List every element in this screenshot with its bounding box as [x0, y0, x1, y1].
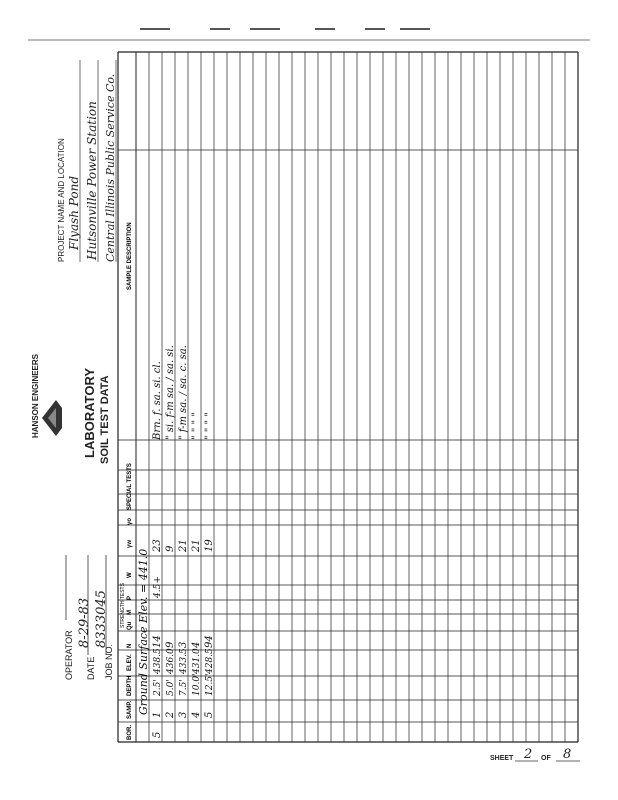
cell-w: 9 [165, 545, 176, 552]
project-label: PROJECT NAME AND LOCATION [57, 138, 66, 262]
sample-description-header: SAMPLE DESCRIPTION [127, 222, 133, 290]
cell-depth: 10.0' [192, 673, 202, 696]
column-header-8: W [127, 572, 133, 578]
column-header-0: BOR. [127, 725, 133, 740]
sheet-number: 2 [524, 747, 533, 762]
column-header-1: SAMP. [127, 700, 133, 719]
of-label: OF [541, 755, 551, 762]
cell-sample: 4 [191, 711, 202, 718]
form-title-line1: LABORATORY [82, 367, 97, 458]
cell-w: 19 [204, 539, 215, 552]
strength-tests-label: STRENGTH TESTS [120, 583, 126, 628]
cell-p: 4.5+ [153, 576, 163, 598]
cell-n: 4 [191, 641, 202, 648]
cell-w: 21 [178, 539, 189, 552]
column-header-9: γw [127, 539, 133, 548]
cell-n: 3 [178, 641, 189, 648]
cell-boring: 5 [152, 731, 163, 738]
cell-description: " f-m sa. / sa. c. sa. [178, 345, 189, 440]
project-line1: Flyash Pond [67, 175, 81, 250]
date-value: 8-29-83 [77, 597, 92, 648]
project-line3: Central Illinois Public Service Co. [104, 73, 117, 262]
job-number-label: JOB NO. [104, 643, 114, 680]
cell-elevation: 438.5 [153, 648, 163, 674]
cell-w: 23 [152, 539, 163, 552]
cell-depth: 2.5' [153, 679, 163, 696]
column-header-5: Qu [127, 621, 133, 630]
cell-depth: 5.0' [166, 679, 176, 696]
cell-elevation: 433.5 [179, 648, 189, 674]
company-name: HANSON ENGINEERS [31, 353, 40, 438]
ground-surface-note: Ground Surface Elev. = 441.0 [137, 548, 150, 715]
sheet-total: 8 [563, 747, 572, 762]
cell-elevation: 428.5 [205, 648, 215, 674]
sheet-label: SHEET [490, 755, 514, 762]
column-header-4: N [127, 643, 133, 648]
cell-n: 94 [204, 635, 215, 648]
column-header-10: γo [127, 517, 133, 525]
cell-sample: 5 [204, 711, 215, 718]
column-headers [120, 222, 133, 740]
column-header-2: DEPTH [127, 675, 133, 696]
cell-depth: 12.5' [205, 673, 215, 696]
form-title-line2: SOIL TEST DATA [99, 375, 111, 464]
cell-sample: 3 [178, 711, 189, 718]
cell-sample: 1 [152, 711, 163, 718]
column-header-7: P [127, 595, 133, 600]
cell-description: Brn. f. sa. si. cl. [152, 361, 163, 440]
cell-n: 9 [165, 641, 176, 648]
column-header-3: ELEV. [127, 654, 133, 671]
cell-description: " " " " [204, 412, 215, 440]
column-header-11: SPECIAL TESTS [127, 463, 133, 510]
cell-description: " si. f-m sa. / sa. si. [165, 345, 176, 440]
cell-n: 14 [152, 635, 163, 648]
project-line2: Hutsonville Power Station [85, 101, 99, 260]
cell-depth: 7.5' [179, 679, 189, 696]
job-number-value: 8333045 [94, 590, 109, 648]
cell-elevation: 431.0 [192, 648, 202, 674]
operator-label: OPERATOR [64, 630, 74, 680]
date-label: DATE [86, 656, 96, 680]
column-header-6: M [127, 610, 133, 615]
cell-w: 21 [191, 539, 202, 552]
cell-elevation: 436.0 [166, 648, 176, 674]
cell-description: " " " " [191, 412, 202, 440]
header-block [31, 60, 580, 762]
cell-sample: 2 [165, 711, 176, 718]
company-logo [31, 353, 62, 438]
